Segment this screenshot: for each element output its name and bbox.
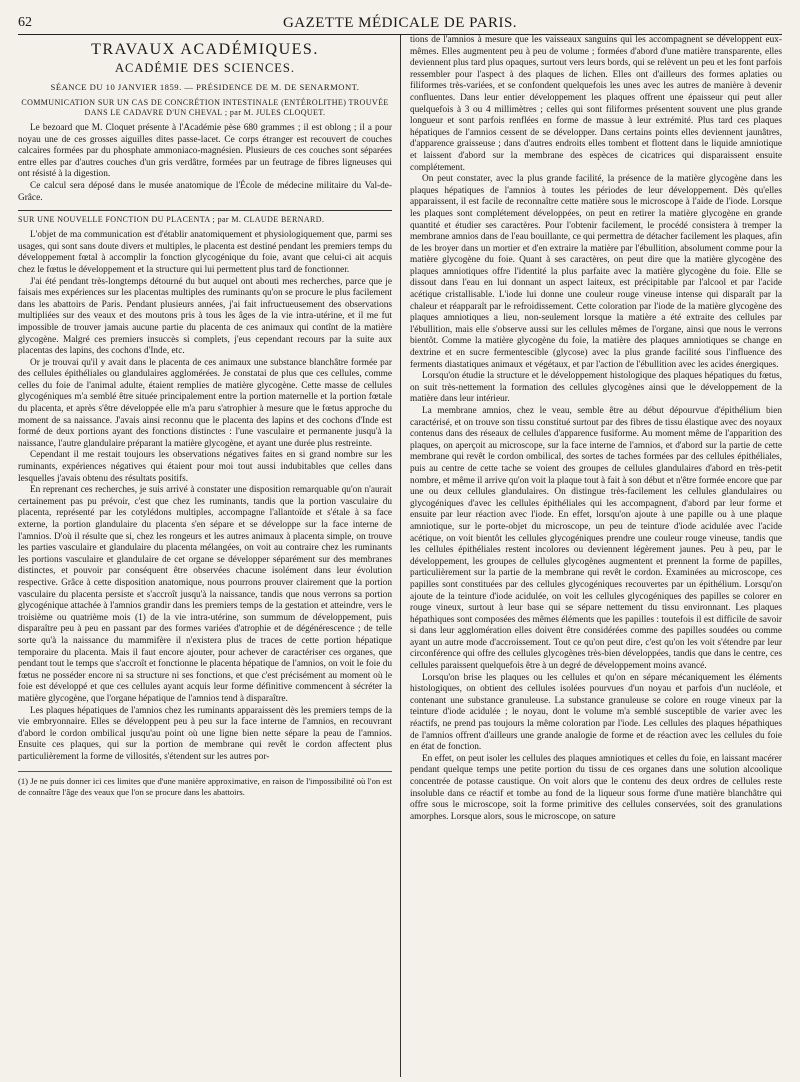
- article1-paragraph: Le bezoard que M. Cloquet présente à l'Académie pèse 680 grammes ; il est oblong ; il a pour noyau une de ces grosses aiguilles dites passe-lacet. Ce corps étranger est recouvert de couches calcaires formées par du phosphate ammoniaco-magnésien. Plusieurs de ces couches sont séparées entre elles par d'autres couches d'un gris verdâtre, formées par un feutrage de fibres ligneuses qui ont résisté à la digestion.: [18, 123, 392, 180]
- article2-paragraph: Les plaques hépatiques de l'amnios chez les ruminants apparaissent dès les premiers temps de la vie embryonnaire. Elles se développent peu à peu sur la face interne de l'amnios, en recouvrant d'abord le cordon ombilical jusqu'au point où une ligne bien nette sépare la peau de l'amnios. Ensuite ces plaques, qui sur la portion de membrane qui revêt le cordon affectent plus particulièrement la forme de villosités, s'étendent sur les autres por-: [18, 705, 392, 762]
- left-column: [18, 35, 400, 1077]
- article2-paragraph: La membrane amnios, chez le veau, semble être au début dépourvue d'épithélium bien caractérisé, et on trouve son tissu constitué surtout par des fibres de tissu élastique avec des noyaux contenus dans des réseaux de cellules d'apparence fusiforme. Au moment même de l'apparition des plaques, on aperçoit au microscope, sur la face interne de l'amnios, et d'abord sur la partie de cette membrane qui revêt le cordon ombilical, des sortes de taches formées par des cellules épithéliales, puis au centre de cette tache se voient des groupes de cellules glandulaires d'abord en très-petit nombre, et même il arrive qu'on voit la plaque tout à fait à son début et n'être formée encore que par une ou deux cellules glandulaires. On distingue très-facilement les cellules glandulaires ou glycogéniques d'avec les cellules épithéliales qui les accompagnent, d'abord par leur forme et ensuite par leur réaction avec l'iode. En effet, lorsqu'on ajoute à une papille ou à une plaque amniotique, sur le porte-objet du microscope, un peu de teinture d'iode acidulée avec l'acide acétique, on voit bientôt les cellules glycogéniques prendre une couleur rouge vineuse, tandis que les cellules épithéliales restent incolores ou deviennent légèrement jaunes. Peu à peu, par le développement, les groupes de cellules glycogènes augmentent et prennent la forme de papilles, particulièrement sur la partie de la membrane qui revêt le cordon. Examinées au microscope, ces papilles sont constituées par des cellules glycogéniques recouvertes par un épithélium. Lorsqu'on ajoute de la teinture d'iode acidulée, on voit les cellules glycogéniques des papilles se colorer en rouge vineux, surtout à leur base qui se sépare nettement du tissu environnant. Les plaques hépathiques sont composées des mêmes éléments que les papilles : toutefois il est difficile de savoir si dans leur agglomération elles doivent être considérées comme des papilles soudées ou comme ayant un autre mode d'accroissement. Tout ce qu'on peut dire, c'est qu'on les voit s'étendre par leur circonférence qui offre des cellules glycogènes très-bien développées, tandis que dans le centre, ces cellules paraissent quelquefois être à un degré de développement moins avancé.: [410, 406, 782, 672]
- session-line: SÉANCE DU 10 JANVIER 1859. — PRÉSIDENCE DE M. DE SENARMONT.: [50, 82, 360, 92]
- article2-paragraph: Lorsqu'on brise les plaques ou les cellules et qu'on en sépare mécaniquement les éléments histologiques, on obtient des cellules isolées pourvues d'un noyau et parfois d'un nucléole, et contenant une substance granuleuse. La substance granuleuse se colore en rouge vineux par la teinture d'iode acidulée ; le noyau, dont le volume m'a semblé susceptible de varier avec les réactifs, ne prend pas toujours la même coloration par l'iode. Les cellules des plaques hépathiques de l'amnios offrent d'ailleurs une grande analogie de forme et de réaction avec les cellules du foie en état de fonction.: [410, 672, 782, 753]
- article2-paragraph: J'ai été pendant très-longtemps détourné du but auquel ont abouti mes recherches, parce que je faisais mes expériences sur les placentas multiples des ruminants qu'on se procure le plus facilement dans les abattoirs de Paris. Pendant plusieurs années, j'ai fait infructueusement des observations multipliées sur des veaux et des moutons pris à tous les âges de la vie intra-utérine, et il me fut impossible de trouver jamais aucune partie du placenta de ces animaux qui contînt de la matière glycogène. Malgré ces premiers insuccès si complets, j'eus cependant recours par la suite aux placentas des lapins, des cochons d'Inde, etc.: [18, 276, 392, 357]
- article2-paragraph: L'objet de ma communication est d'établir anatomiquement et physiologiquement que, parmi ses usages, qui sont sans doute divers et multiples, le placenta est destiné pendant les premiers temps du développement fœtal à accomplir la fonction glycogénique du foie, avant que celui-ci ait acquis chez le fœtus le développement et la structure qui lui permettent plus tard de fonctionner.: [18, 230, 392, 275]
- running-title: GAZETTE MÉDICALE DE PARIS.: [282, 14, 518, 31]
- article2-paragraph: En reprenant ces recherches, je suis arrivé à constater une disposition remarquable qu'on n'aurait certainement pas pu prévoir, c'est que chez les ruminants, tandis que la portion vasculaire du placenta, représenté par les cotylédons multiples, accompagne l'allantoïde et s'étale à sa face externe, la portion glandulaire du placenta s'en sépare et se développe sur la face interne de l'amnios. D'où il résulte que si, chez les rongeurs et les autres animaux à placenta simple, on trouve les parties vasculaire et glandulaire du placenta mélangées, on voit au contraire chez les ruminants les portions vasculaire et glandulaire de cet organe se développer séparément sur des membranes distinctes, et pouvoir par conséquent être observées chacune isolément dans leur évolution respective. Grâce à cette disposition anatomique, nous pourrons prouver clairement que la portion vasculaire du placenta persiste et s'accroît jusqu'à la naissance, tandis que nous verrons sa portion glycogénique attachée à l'amnios grandir dans les premiers temps de la gestation et atteindre, vers le troisième ou quatrième mois (1) de la vie intra-utérine, son summum de développement, puis disparaître peu à peu en passant par des formes variées d'atrophie et de dégénérescence ; de telle sorte qu'à la naissance du mammifère il n'existera plus de traces de cette portion hépatique temporaire du placenta. Mais il faut encore ajouter, pour achever de caractériser ces organes, que pendant tout le temps que s'accroît et fonctionne le placenta hépatique de l'amnios, on voit le foie du fœtus ne posséder encore ni sa structure ni ses fonctions, et que c'est précisément au moment où le foie est développé et que ces cellules ayant acquis leur forme définitive commencent à sécréter la matière glycogène, que l'organe hépatique de l'amnios tend à disparaître.: [18, 485, 392, 704]
- running-header: [18, 12, 782, 35]
- right-column: [400, 35, 782, 1077]
- article1-title: COMMUNICATION SUR UN CAS DE CONCRÉTION INTESTINALE (ENTÉROLITHE) TROUVÉE DANS LE CADAVRE D'UN CHEVAL ; par M. JULES CLOQUET.: [21, 98, 389, 117]
- article1-paragraph: Ce calcul sera déposé dans le musée anatomique de l'École de médecine militaire du Val-de-Grâce.: [18, 180, 392, 203]
- article2-paragraph: Lorsqu'on étudie la structure et le développement histologique des plaques hépatiques du fœtus, on suit très-nettement la formation des cellules glycogènes ainsi que le développement de la matière dans leur intérieur.: [410, 371, 782, 405]
- article-divider: [18, 210, 392, 211]
- article2-paragraph: On peut constater, avec la plus grande facilité, la présence de la matière glycogène dans les plaques hépatiques de l'amnios à toutes les périodes de leur développement. Dès qu'elles apparaissent, il est facile de reconnaître cette matière sous le microscope à l'aide de l'iode. Lorsque les plaques sont complétement développées, on peut en retirer la matière glycogène en grande quantité et étudier ses caractères. Pour l'obtenir facilement, le procédé consistera à tremper la membrane amnios dans de l'eau bouillante, ce qui permettra de détacher facilement les plaques, afin de les broyer dans un mortier et d'en extraire la matière par l'ébullition, absolument comme pour la matière glycogène du foie. Quant à ses caractères, on peut dire que la matière glycogène des plaques amniotiques offre l'identité la plus parfaite avec la matière glycogène du foie. Elle se dissout dans l'eau en lui donnant un aspect laiteux, est précipitable par l'alcool et par l'acide acétique cristallisable. L'iode lui donne une couleur rouge vineuse intense qui disparaît par la chaleur et réapparaît par le refroidissement. Cette coloration par l'iode de la matière glycogène des plaques amniotiques a lieu, non-seulement lorsque la matière a été extraite des cellules par l'ébullition, mais elle s'observe aussi sur les cellules mêmes de l'organe, ainsi que nous le verrons bientôt. Comme la matière glycogène du foie, la matière des plaques amniotiques se change en dextrine et en sucre fermentescible (glycose) avec la plus grande facilité sous l'influence des ferments diastatiques animaux et végétaux, et par l'action de l'ébullition avec les acides énergiques.: [410, 174, 782, 370]
- text-columns: [18, 35, 782, 1077]
- footnote: [18, 771, 392, 797]
- article2-paragraph: En effet, on peut isoler les cellules des plaques amniotiques et celles du foie, en laissant macérer pendant quelque temps une petite portion du tissu de ces organes dans une solution alcoolique concentrée de potasse caustique. On voit alors que le contenu des deux ordres de cellules reste insoluble dans ce réactif et tombe au fond de la liqueur sous forme d'une matière blanchâtre qui offre sous le microscope, soit la forme primitive des cellules conservées, soit des granulations amorphes. Lorsque alors, sous le microscope, on sature: [410, 753, 782, 822]
- article2-title: SUR UNE NOUVELLE FONCTION DU PLACENTA ; par M. CLAUDE BERNARD.: [18, 215, 325, 225]
- article2-paragraph: Cependant il me restait toujours les observations négatives faites en si grand nombre sur les ruminants, expériences négatives qui étaient pour moi tout aussi indubitables que celles dans lesquelles j'avais obtenu des résultats positifs.: [18, 450, 392, 484]
- page-number: 62: [18, 15, 32, 30]
- section-subtitle: ACADÉMIE DES SCIENCES.: [115, 61, 295, 75]
- article2-paragraph: tions de l'amnios à mesure que les vaisseaux sanguins qui les accompagnent se développent eux-mêmes. Elles augmentent peu à peu de volume ; formées d'abord d'une matière transparente, elles deviennent plus tard plus opaques, surtout vers leurs bords, qui se relèvent un peu et les font parfois ressembler pour l'aspect à des plaques de lichen. Elles ont d'ailleurs des formes aplaties ou filiformes très-variées, et se confondent quelquefois les unes avec les autres de manière à devenir confluentes. Dans leur entier développement les plaques offrent une épaisseur qui peut aller quelquefois à 3 ou 4 millimètres ; celles qui sont filiformes présentent souvent une plus grande longueur et sont parfois renflées en forme de massue à leur extrémité. Plus tard ces plaques hépatiques de l'amnios cessent de se développer. Dans certains points elles deviennent jaunâtres, d'apparence graisseuse ; dans d'autres endroits elles tombent et flottent dans le liquide amniotique et laissent d'abord sur la membrane des espèces de cicatrices qui disparaissent ensuite complétement.: [410, 35, 782, 173]
- section-title: TRAVAUX ACADÉMIQUES.: [91, 41, 319, 58]
- footnote-text: (1) Je ne puis donner ici ces limites que d'une manière approximative, en raison de l'impossibilité où l'on est de connaître l'âge des veaux que l'on se procure dans les abattoirs.: [18, 776, 392, 797]
- article2-paragraph: Or je trouvai qu'il y avait dans le placenta de ces animaux une substance blanchâtre formée par des cellules épithéliales ou glandulaires agglomérées. Je constatai de plus que ces cellules, comme celles du foie de l'animal adulte, étaient remplies de matière glycogène. Cette masse de cellules glycogéniques m'a semblé être située principalement entre la portion maternelle et la portion fœtale du placenta, et après s'être développée elle m'a paru s'atrophier à mesure que le fœtus approche du moment de sa naissance. J'avais ainsi reconnu que le placenta des lapins et des cochons d'Inde est formé de deux portions ayant des fonctions distinctes : l'une vasculaire et permanente jusqu'à la naissance, l'autre glandulaire préparant la matière glycogène, et ayant une durée plus restreinte.: [18, 357, 392, 449]
